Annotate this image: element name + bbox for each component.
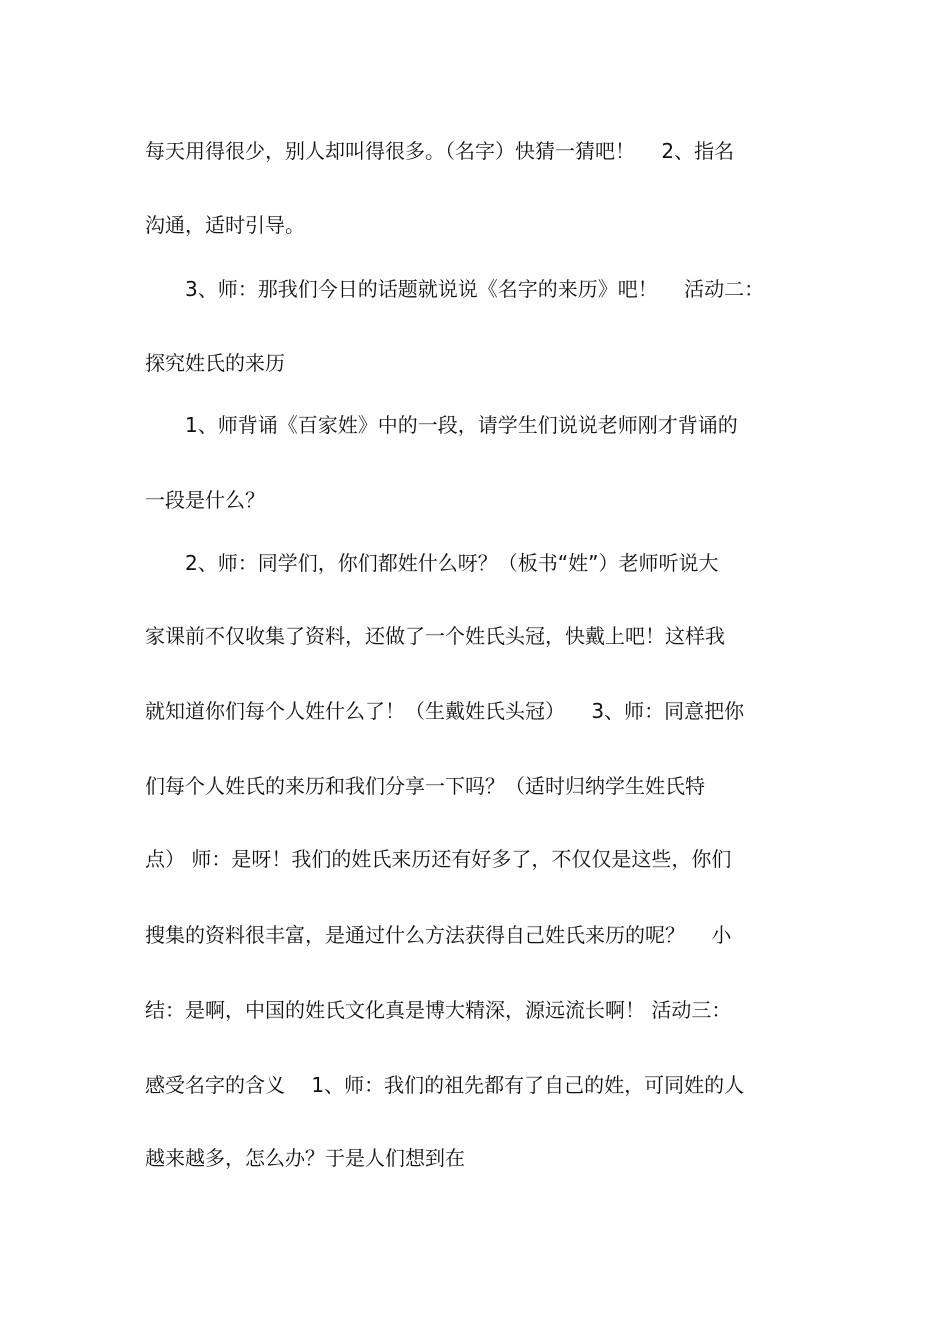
text-line: 每天用得很少，别人却叫得很多。（名字）快猜一猜吧！ 2、指名 bbox=[145, 139, 735, 163]
text-line: 结：是啊，中国的姓氏文化真是博大精深，源远流长啊！ 活动三： bbox=[145, 998, 732, 1022]
text-line: 就知道你们每个人姓什么了！（生戴姓氏头冠） 3、师：同意把你 bbox=[145, 699, 745, 723]
text-line: 沟通，适时引导。 bbox=[145, 213, 305, 237]
text-line: 越来越多，怎么办？于是人们想到在 bbox=[145, 1146, 465, 1170]
text-line: 们每个人姓氏的来历和我们分享一下吗？（适时归纳学生姓氏特 bbox=[145, 774, 705, 798]
text-line: 一段是什么？ bbox=[145, 488, 265, 512]
text-line: 点） 师：是呀！我们的姓氏来历还有好多了，不仅仅是这些，你们 bbox=[145, 847, 732, 871]
text-line: 探究姓氏的来历 bbox=[145, 351, 285, 375]
text-line: 家课前不仅收集了资料，还做了一个姓氏头冠，快戴上吧！这样我 bbox=[145, 624, 725, 648]
text-line: 3、师：那我们今日的话题就说说《名字的来历》吧！ 活动二： bbox=[185, 277, 765, 301]
text-line: 1、师背诵《百家姓》中的一段，请学生们说说老师刚才背诵的 bbox=[185, 413, 738, 437]
text-line: 感受名字的含义 1、师：我们的祖先都有了自己的姓，可同姓的人 bbox=[145, 1073, 745, 1097]
text-line: 2、师：同学们，你们都姓什么呀？（板书“姓”）老师听说大 bbox=[185, 551, 719, 575]
text-line: 搜集的资料很丰富，是通过什么方法获得自己姓氏来历的呢？ 小 bbox=[145, 923, 732, 947]
